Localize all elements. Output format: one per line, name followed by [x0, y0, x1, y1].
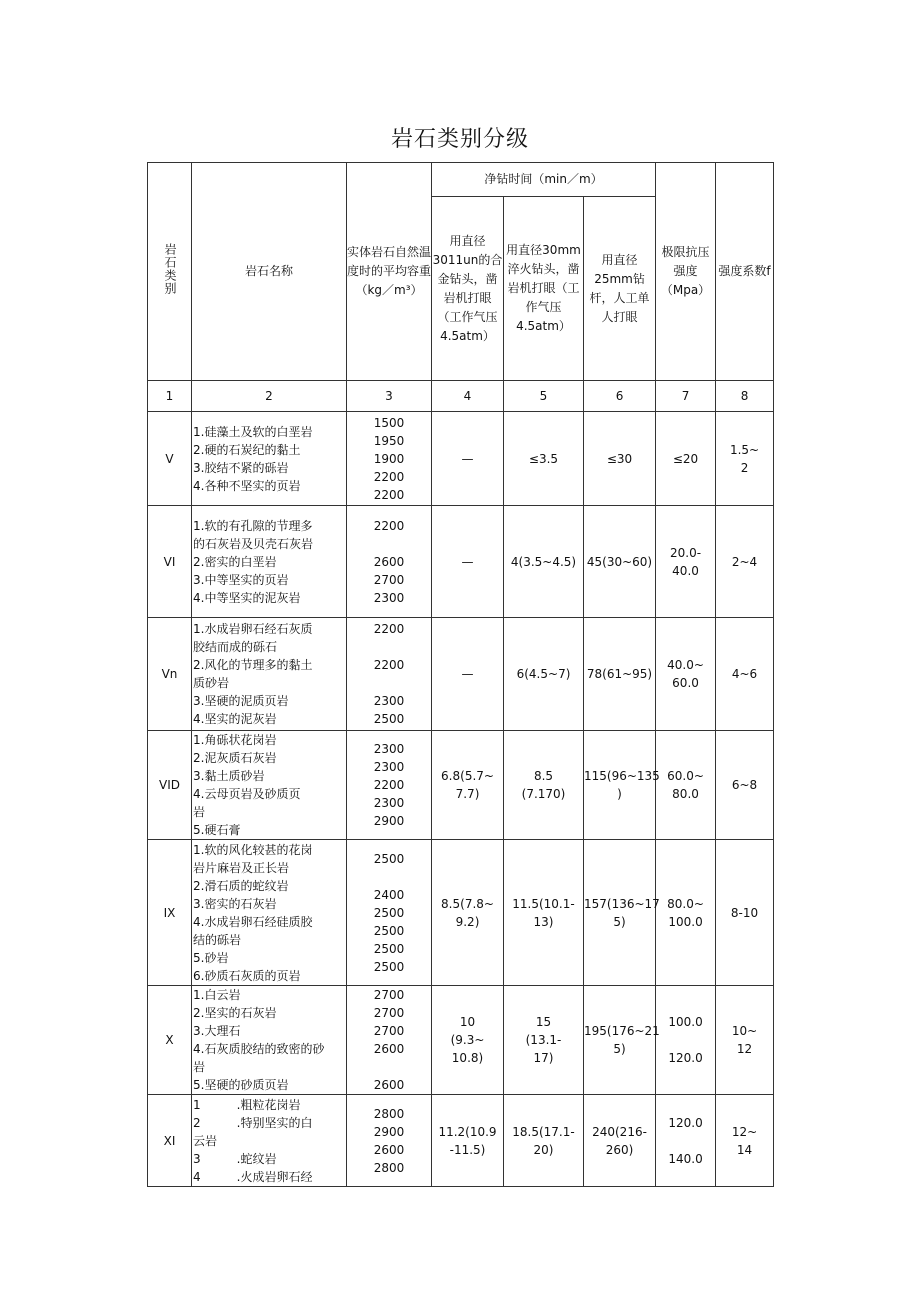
- density-cell: 2700 2700 2700 2600 2600: [347, 986, 432, 1095]
- manual-drill-time-cell: 240(216- 260): [584, 1095, 656, 1187]
- header-alloy-bit: 用直径3011un的合金钻头，凿岩机打眼（工作气压4.5atm）: [432, 197, 504, 381]
- density-cell: 2500 2400 2500 2500 2500 2500: [347, 840, 432, 986]
- coefficient-cell: 4~6: [716, 618, 774, 731]
- quenched-bit-time-cell: 6(4.5~7): [504, 618, 584, 731]
- manual-drill-time-cell: ≤30: [584, 412, 656, 506]
- coefficient-cell: 2~4: [716, 506, 774, 618]
- strength-cell: 60.0~ 80.0: [656, 731, 716, 840]
- table-row: [148, 412, 774, 506]
- rock-names-cell: 1.硅藻土及软的白垩岩 2.硬的石炭纪的黏土 3.胶结不紧的砾岩 4.各种不坚实的页岩: [192, 412, 347, 506]
- alloy-bit-time-cell: —: [432, 506, 504, 618]
- coefficient-cell: 10~ 12: [716, 986, 774, 1095]
- strength-cell: 40.0~ 60.0: [656, 618, 716, 731]
- table-row: [148, 840, 774, 986]
- rock-class-cell: Vn: [148, 618, 192, 731]
- density-cell: 2300 2300 2200 2300 2900: [347, 731, 432, 840]
- index-cell: 4: [432, 381, 504, 412]
- density-cell: 2800 2900 2600 2800: [347, 1095, 432, 1187]
- index-row: [148, 381, 774, 412]
- table-row: [148, 618, 774, 731]
- manual-drill-time-cell: 45(30~60): [584, 506, 656, 618]
- rock-names-cell: 1.软的风化较甚的花岗 岩片麻岩及正长岩 2.滑石质的蛇纹岩 3.密实的石灰岩 4.水成岩卵石经硅质胶 结的砾岩 5.砂岩 6.砂质石灰质的页岩: [192, 840, 347, 986]
- manual-drill-time-cell: 78(61~95): [584, 618, 656, 731]
- manual-drill-time-cell: 115(96~135 ): [584, 731, 656, 840]
- coefficient-cell: 6~8: [716, 731, 774, 840]
- strength-cell: ≤20: [656, 412, 716, 506]
- coefficient-cell: 12~ 14: [716, 1095, 774, 1187]
- header-drill-time: 净钻时间（min／m）: [432, 163, 656, 197]
- quenched-bit-time-cell: 4(3.5~4.5): [504, 506, 584, 618]
- header-quenched-bit: 用直径30mm淬火钻头，凿岩机打眼（工作气压4.5atm）: [504, 197, 584, 381]
- rock-names-cell: 1.白云岩 2.坚实的石灰岩 3.大理石 4.石灰质胶结的致密的砂 岩 5.坚硬的砂质页岩: [192, 986, 347, 1095]
- alloy-bit-time-cell: —: [432, 618, 504, 731]
- rock-class-cell: VI: [148, 506, 192, 618]
- rock-class-cell: IX: [148, 840, 192, 986]
- table-row: [148, 506, 774, 618]
- alloy-bit-time-cell: —: [432, 412, 504, 506]
- index-cell: 3: [347, 381, 432, 412]
- rock-classification-table: [147, 162, 774, 1187]
- density-cell: 2200 2600 2700 2300: [347, 506, 432, 618]
- manual-drill-time-cell: 157(136~17 5): [584, 840, 656, 986]
- quenched-bit-time-cell: 18.5(17.1- 20): [504, 1095, 584, 1187]
- strength-cell: 20.0- 40.0: [656, 506, 716, 618]
- index-cell: 7: [656, 381, 716, 412]
- density-cell: 1500 1950 1900 2200 2200: [347, 412, 432, 506]
- rock-class-cell: X: [148, 986, 192, 1095]
- header-manual-drill: 用直径25mm钻杆，人工单人打眼: [584, 197, 656, 381]
- strength-cell: 80.0~ 100.0: [656, 840, 716, 986]
- coefficient-cell: 1.5~ 2: [716, 412, 774, 506]
- index-cell: 1: [148, 381, 192, 412]
- rock-class-cell: VID: [148, 731, 192, 840]
- table-row: [148, 986, 774, 1095]
- header-rock-name: 岩石名称: [192, 163, 347, 381]
- header-rock-class: 岩石类别: [148, 163, 192, 381]
- alloy-bit-time-cell: 11.2(10.9 -11.5): [432, 1095, 504, 1187]
- rock-names-cell: 1.角砾状花岗岩 2.泥灰质石灰岩 3.黏土质砂岩 4.云母页岩及砂质页 岩 5.硬石膏: [192, 731, 347, 840]
- rock-names-cell: 1 .粗粒花岗岩 2 .特别坚实的白 云岩 3 .蛇纹岩 4 .火成岩卵石经: [192, 1095, 347, 1187]
- index-cell: 5: [504, 381, 584, 412]
- rock-names-cell: 1.水成岩卵石经石灰质 胶结而成的砾石 2.风化的节理多的黏土 质砂岩 3.坚硬的泥质页岩 4.坚实的泥灰岩: [192, 618, 347, 731]
- strength-cell: 120.0 140.0: [656, 1095, 716, 1187]
- rock-names-cell: 1.软的有孔隙的节理多 的石灰岩及贝壳石灰岩 2.密实的白垩岩 3.中等坚实的页岩 4.中等坚实的泥灰岩: [192, 506, 347, 618]
- alloy-bit-time-cell: 10 (9.3~ 10.8): [432, 986, 504, 1095]
- manual-drill-time-cell: 195(176~21 5): [584, 986, 656, 1095]
- alloy-bit-time-cell: 6.8(5.7~ 7.7): [432, 731, 504, 840]
- table-row: [148, 1095, 774, 1187]
- quenched-bit-time-cell: 15 (13.1- 17): [504, 986, 584, 1095]
- density-cell: 2200 2200 2300 2500: [347, 618, 432, 731]
- strength-cell: 100.0 120.0: [656, 986, 716, 1095]
- header-density: 实体岩石自然温度时的平均容重（kg／m³）: [347, 163, 432, 381]
- index-cell: 2: [192, 381, 347, 412]
- page-title: 岩石类别分级: [390, 127, 529, 152]
- rock-class-cell: XI: [148, 1095, 192, 1187]
- index-cell: 6: [584, 381, 656, 412]
- coefficient-cell: 8-10: [716, 840, 774, 986]
- header-strength: 极限抗压强度（Mpa）: [656, 163, 716, 381]
- index-cell: 8: [716, 381, 774, 412]
- rock-class-cell: V: [148, 412, 192, 506]
- table-row: [148, 731, 774, 840]
- header-coefficient: 强度系数f: [716, 163, 774, 381]
- quenched-bit-time-cell: 8.5 (7.170): [504, 731, 584, 840]
- alloy-bit-time-cell: 8.5(7.8~ 9.2): [432, 840, 504, 986]
- quenched-bit-time-cell: ≤3.5: [504, 412, 584, 506]
- quenched-bit-time-cell: 11.5(10.1- 13): [504, 840, 584, 986]
